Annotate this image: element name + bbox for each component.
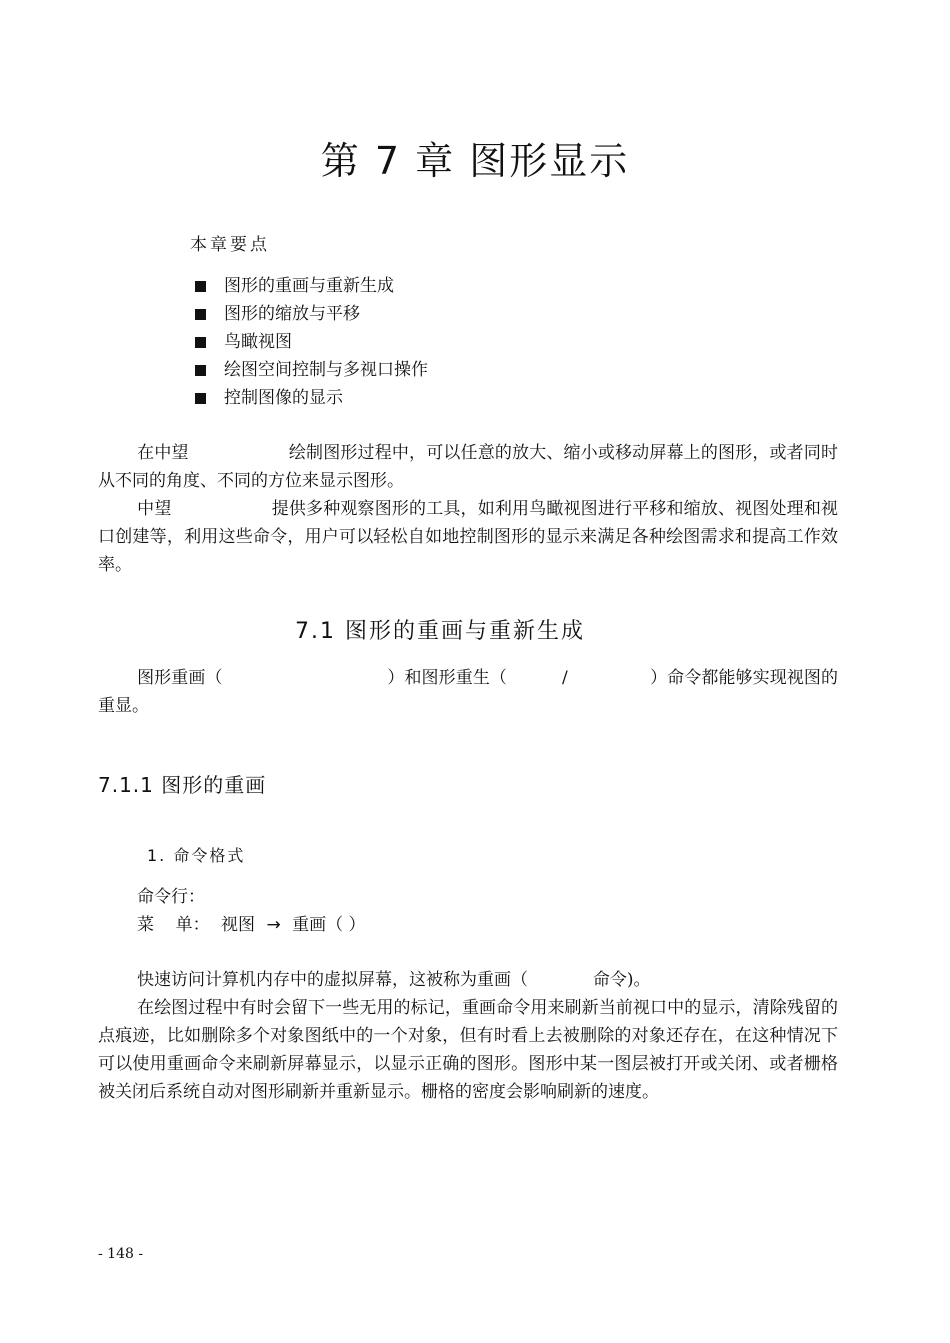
menu-path-redraw: 重画（ ） — [292, 915, 366, 935]
list-item: 图形的重画与重新生成 — [195, 272, 428, 300]
list-item: 控制图像的显示 — [195, 384, 428, 412]
key-points-list — [195, 272, 428, 412]
square-bullet-icon — [195, 365, 206, 376]
key-points-heading: 本章要点 — [190, 235, 270, 255]
redraw-paragraph-2: 在绘图过程中有时会留下一些无用的标记，重画命令用来刷新当前视口中的显示，清除残留的点痕迹，比如删除多个对象图纸中的一个对象，但有时看上去被删除的对象还存在，在这种情况下可以使用重画命令来刷新屏幕显示，以显示正确的图形。图形中某一图层被打开或关闭、或者栅格被关闭后系统自动对图形刷新并重新显示。栅格的密度会影响刷新的速度。 — [98, 998, 838, 1102]
intro-paragraph-1: 在中望 绘制图形过程中，可以任意的放大、缩小或移动屏幕上的图形，或者同时从不同的角度、不同的方位来显示图形。 — [98, 443, 838, 491]
page-number: - 148 - — [98, 1246, 144, 1262]
list-item: 绘图空间控制与多视口操作 — [195, 356, 428, 384]
item-title: 1. 命令格式 — [147, 846, 246, 865]
subsection-title: 7.1.1 图形的重画 — [98, 773, 267, 797]
redraw-paragraph-1: 快速访问计算机内存中的虚拟屏幕，这被称为重画（ 命令)。 — [137, 970, 651, 990]
menu-path-view: 视图 — [221, 915, 256, 935]
section-paragraph: 图形重画（ ）和图形重生（ / ）命令都能够实现视图的重显。 — [98, 668, 838, 716]
right-arrow-icon: → — [266, 915, 281, 935]
square-bullet-icon — [195, 309, 206, 320]
command-line-label: 命令行： — [137, 887, 205, 907]
section-title: 7.1 图形的重画与重新生成 — [295, 619, 585, 644]
menu-label: 菜 单： — [137, 915, 210, 935]
square-bullet-icon — [195, 337, 206, 348]
square-bullet-icon — [195, 281, 206, 292]
list-item: 图形的缩放与平移 — [195, 300, 428, 328]
intro-paragraph-2: 中望 提供多种观察图形的工具，如利用鸟瞰视图进行平移和缩放、视图处理和视口创建等，利用这些命令，用户可以轻松自如地控制图形的显示来满足各种绘图需求和提高工作效率。 — [98, 499, 838, 575]
chapter-title: 第 7 章 图形显示 — [320, 139, 630, 183]
square-bullet-icon — [195, 393, 206, 404]
list-item: 鸟瞰视图 — [195, 328, 428, 356]
menu-line — [137, 911, 366, 939]
